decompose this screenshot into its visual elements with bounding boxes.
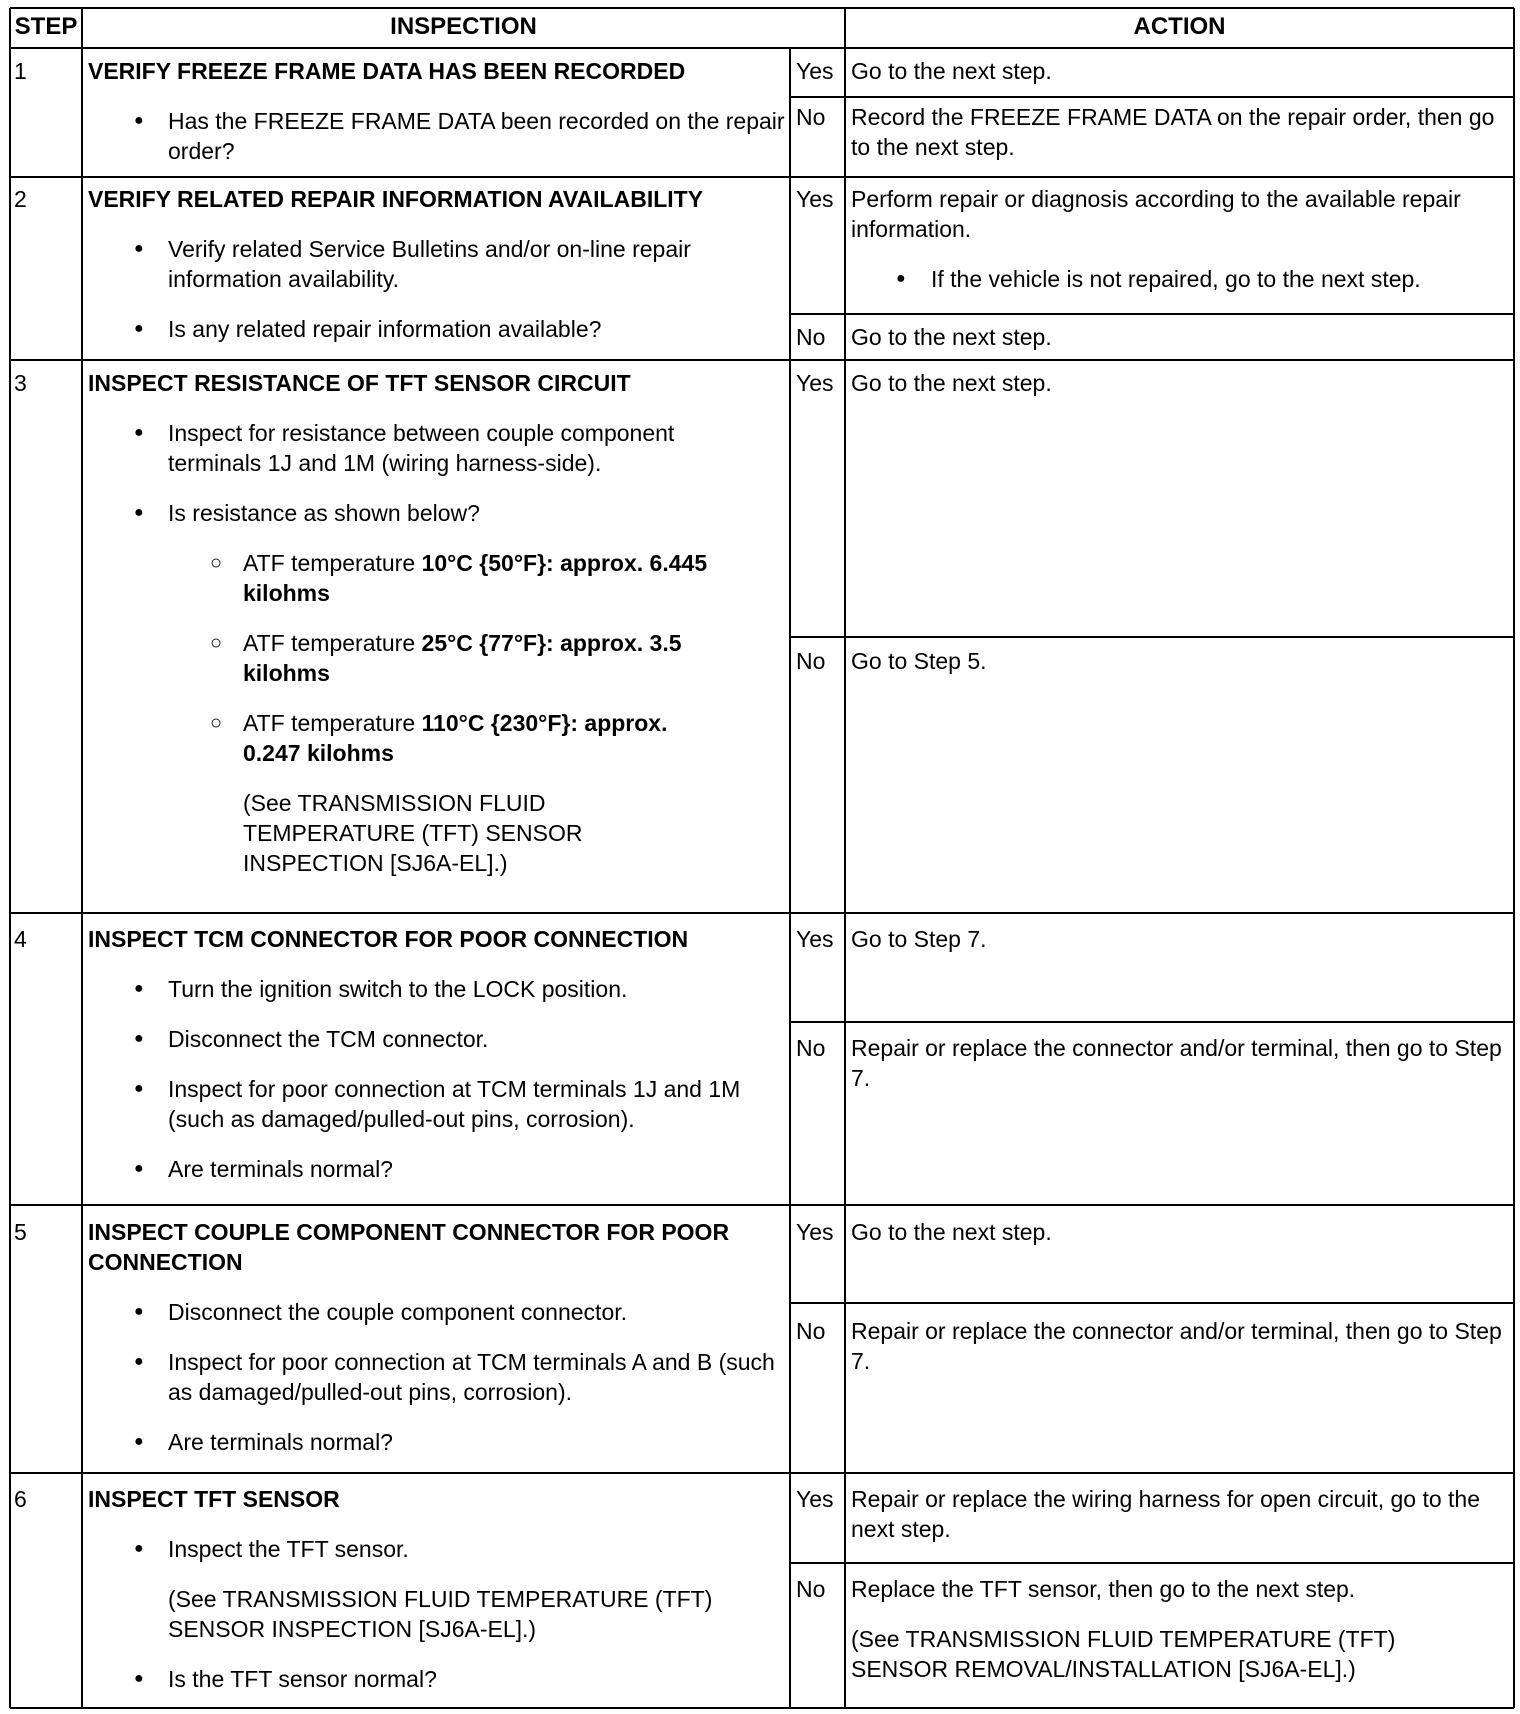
step-5-yes-action: Go to the next step. xyxy=(851,1219,1052,1245)
step-3-inspection xyxy=(88,368,708,911)
step-3-reference-note: (See TRANSMISSION FLUID TEMPERATURE (TFT) SENSOR INSPECTION [SJ6A-EL].) xyxy=(243,790,583,876)
step-1-yes-label: Yes xyxy=(796,58,834,84)
step-4-inspection xyxy=(88,924,788,1204)
step-5-bullet-3: ● Are terminals normal? xyxy=(88,1427,788,1457)
step-3-sub-3-text: ATF temperature xyxy=(243,710,422,736)
step-1-no-label: No xyxy=(796,104,826,130)
step-5-yes-label: Yes xyxy=(796,1219,834,1245)
step-6-inspection xyxy=(88,1484,788,1706)
step-3-no-label: No xyxy=(796,648,826,674)
step-6-yes-action: Repair or replace the wiring harness for open circuit, go to the next step. xyxy=(851,1486,1480,1542)
step-6-title: INSPECT TFT SENSOR xyxy=(88,1486,340,1512)
step-5-title: INSPECT COUPLE COMPONENT CONNECTOR FOR POOR CONNECTION xyxy=(88,1219,730,1275)
step-3-sub-2-value: 25°C {77°F}: approx. 3.5 kilohms xyxy=(243,630,682,686)
step-2-no-label: No xyxy=(796,324,826,350)
header-step: STEP xyxy=(14,13,78,40)
step-2-yes-text: Perform repair or diagnosis according to the available repair information. xyxy=(851,186,1461,242)
step-6-bullet-2: ● Is the TFT sensor normal? xyxy=(88,1664,788,1694)
step-3-resistance-110c xyxy=(88,708,708,768)
step-5-bullet-2: ● Inspect for poor connection at TCM terminals A and B (such as damaged/pulled-out pins, corrosion). xyxy=(88,1347,788,1407)
step-4-number: 4 xyxy=(14,926,27,952)
step-6-no-action xyxy=(851,1574,1471,1684)
step-2-number: 2 xyxy=(14,186,27,212)
step-4-yes-label: Yes xyxy=(796,926,834,952)
step-5-number: 5 xyxy=(14,1219,27,1245)
step-2-bullet-2: ● Is any related repair information available? xyxy=(88,314,788,344)
step-6-no-reference-note: (See TRANSMISSION FLUID TEMPERATURE (TFT) SENSOR REMOVAL/INSTALLATION [SJ6A-EL].) xyxy=(851,1626,1396,1682)
step-6-no-label: No xyxy=(796,1576,826,1602)
step-3-resistance-25c xyxy=(88,628,708,688)
step-3-title: INSPECT RESISTANCE OF TFT SENSOR CIRCUIT xyxy=(88,370,631,396)
step-4-no-label: No xyxy=(796,1035,826,1061)
step-2-no-action: Go to the next step. xyxy=(851,324,1052,350)
step-1-no-action: Record the FREEZE FRAME DATA on the repair order, then go to the next step. xyxy=(851,104,1495,160)
step-1-yes-action: Go to the next step. xyxy=(851,58,1052,84)
step-4-bullet-1: ● Turn the ignition switch to the LOCK position. xyxy=(88,974,788,1004)
step-2-yes-bullet: ● If the vehicle is not repaired, go to the next step. xyxy=(851,264,1511,294)
step-5-no-action: Repair or replace the connector and/or terminal, then go to Step 7. xyxy=(851,1318,1502,1374)
step-1-title: VERIFY FREEZE FRAME DATA HAS BEEN RECORDED xyxy=(88,58,686,84)
step-2-bullet-1: ● Verify related Service Bulletins and/or on-line repair information availability. xyxy=(88,234,788,294)
step-4-no-action: Repair or replace the connector and/or terminal, then go to Step 7. xyxy=(851,1035,1502,1091)
step-6-number: 6 xyxy=(14,1486,27,1512)
step-2-yes-action xyxy=(851,184,1511,294)
step-4-bullet-3: ● Inspect for poor connection at TCM terminals 1J and 1M (such as damaged/pulled-out pins, corrosion). xyxy=(88,1074,788,1134)
step-6-yes-label: Yes xyxy=(796,1486,834,1512)
step-3-yes-action: Go to the next step. xyxy=(851,370,1052,396)
step-4-bullet-2: ● Disconnect the TCM connector. xyxy=(88,1024,788,1054)
step-4-yes-action: Go to Step 7. xyxy=(851,926,987,952)
step-1-inspection xyxy=(88,56,788,174)
step-3-resistance-10c xyxy=(88,548,708,608)
step-4-title: INSPECT TCM CONNECTOR FOR POOR CONNECTION xyxy=(88,926,689,952)
step-3-sub-3-value: 110°C {230°F}: approx. 0.247 kilohms xyxy=(243,710,668,766)
step-6-reference-note: (See TRANSMISSION FLUID TEMPERATURE (TFT) SENSOR INSPECTION [SJ6A-EL].) xyxy=(168,1586,713,1642)
step-3-yes-label: Yes xyxy=(796,370,834,396)
step-3-number: 3 xyxy=(14,370,27,396)
step-3-no-action: Go to Step 5. xyxy=(851,648,987,674)
step-3-bullet-2: ● Is resistance as shown below? xyxy=(88,498,708,528)
step-2-yes-label: Yes xyxy=(796,186,834,212)
header-inspection: INSPECTION xyxy=(390,13,537,40)
step-1-number: 1 xyxy=(14,58,27,84)
step-3-sub-2-text: ATF temperature xyxy=(243,630,422,656)
step-3-sub-1-value: 10°C {50°F}: approx. 6.445 kilohms xyxy=(243,550,708,606)
step-5-inspection xyxy=(88,1217,788,1471)
step-2-title: VERIFY RELATED REPAIR INFORMATION AVAILABILITY xyxy=(88,186,704,212)
step-6-bullet-1: ● Inspect the TFT sensor. xyxy=(88,1534,788,1564)
step-3-bullet-1: ● Inspect for resistance between couple component terminals 1J and 1M (wiring harness-side). xyxy=(88,418,708,478)
step-4-bullet-4: ● Are terminals normal? xyxy=(88,1154,788,1184)
step-2-inspection xyxy=(88,184,788,358)
step-5-no-label: No xyxy=(796,1318,826,1344)
step-1-bullet-1: ● Has the FREEZE FRAME DATA been recorded on the repair order? xyxy=(88,106,788,166)
header-action: ACTION xyxy=(1133,13,1226,40)
step-5-bullet-1: ● Disconnect the couple component connector. xyxy=(88,1297,788,1327)
step-6-no-text: Replace the TFT sensor, then go to the next step. xyxy=(851,1576,1356,1602)
step-3-sub-1-text: ATF temperature xyxy=(243,550,422,576)
